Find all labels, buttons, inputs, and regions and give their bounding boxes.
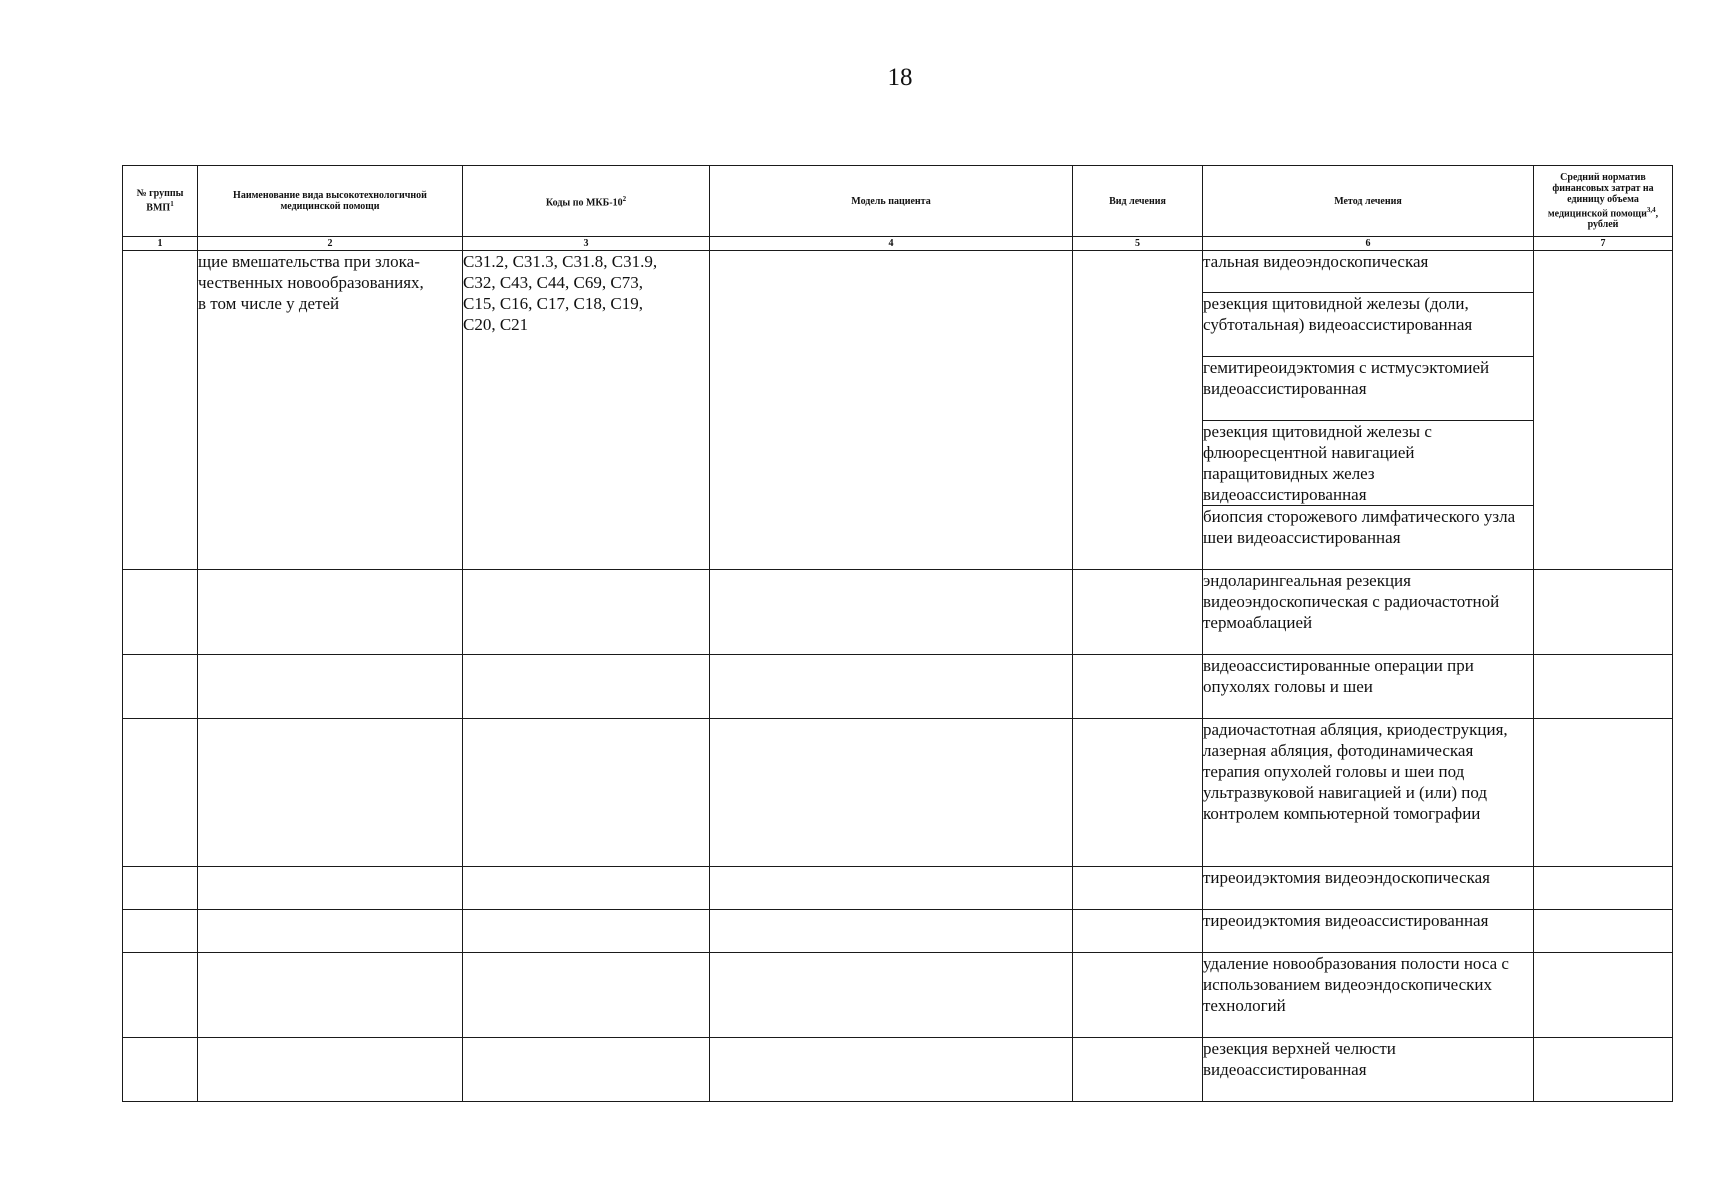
method-cell: радиочастотная абляция, криодеструкция, лазерная абляция, фотодинамическая терапия опухолей головы и шеи под ультразвуковой навигацией и (или) под контролем компьютерной томографии [1203,719,1534,867]
table-row [123,867,1673,910]
header-treatment-type: Вид лечения [1073,166,1203,237]
column-number: 6 [1203,237,1534,251]
table-row [123,251,1673,293]
method-cell: тиреоидэктомия видеоэндоскопическая [1203,867,1534,910]
header-cost-standard: Средний норматив финансовых затрат на единицу объема медицинской помощи$^{3,4}$, рублей [1534,166,1673,237]
icd-codes-cell: C31.2, C31.3, C31.8, C31.9, C32, C43, C44, C69, C73, C15, C16, C17, C18, C19, C20, C21 [463,251,710,570]
column-number: 5 [1073,237,1203,251]
column-numbers-row [123,237,1673,251]
column-number: 2 [198,237,463,251]
group-number-cell [123,251,198,570]
column-number: 4 [710,237,1073,251]
page-number: 18 [887,64,913,91]
treatment-table [122,165,1673,1102]
method-cell: удаление новообразования полости носа с использованием видеоэндоскопических технологий [1203,953,1534,1038]
table-row [123,570,1673,655]
header-row [123,166,1673,237]
table-row [123,910,1673,953]
method-cell: эндоларингеальная резекция видеоэндоскопическая с радиочастотной термоаблацией [1203,570,1534,655]
method-cell: тиреоидэктомия видеоассистированная [1203,910,1534,953]
table-row [123,719,1673,867]
method-cell: гемитиреоидэктомия с истмусэктомией видеоассистированная [1203,357,1534,421]
method-cell: биопсия сторожевого лимфатического узла шеи видеоассистированная [1203,506,1534,570]
patient-model-cell [710,251,1073,570]
table-row [123,655,1673,719]
column-number: 1 [123,237,198,251]
header-group-number: № группы ВМП$^1$ [123,166,198,237]
column-number: 3 [463,237,710,251]
header-care-type: Наименование вида высокотехнологичной медицинской помощи [198,166,463,237]
method-cell: резекция верхней челюсти видеоассистированная [1203,1038,1534,1102]
column-number: 7 [1534,237,1673,251]
table-row [123,953,1673,1038]
table-row [123,1038,1673,1102]
header-patient-model: Модель пациента [710,166,1073,237]
care-type-cell: щие вмешательства при злока- чественных новообразованиях, в том числе у детей [198,251,463,570]
method-cell: тальная видеоэндоскопическая [1203,251,1534,293]
cost-cell [1534,251,1673,570]
method-cell: резекция щитовидной железы (доли, субтотальная) видеоассистированная [1203,293,1534,357]
header-treatment-method: Метод лечения [1203,166,1534,237]
treatment-type-cell [1073,251,1203,570]
header-icd-codes: Коды по МКБ-$10^2$ [463,166,710,237]
method-cell: видеоассистированные операции при опухолях головы и шеи [1203,655,1534,719]
method-cell: резекция щитовидной железы с флюоресцентной навигацией паращитовидных желез видеоассистированная [1203,421,1534,506]
